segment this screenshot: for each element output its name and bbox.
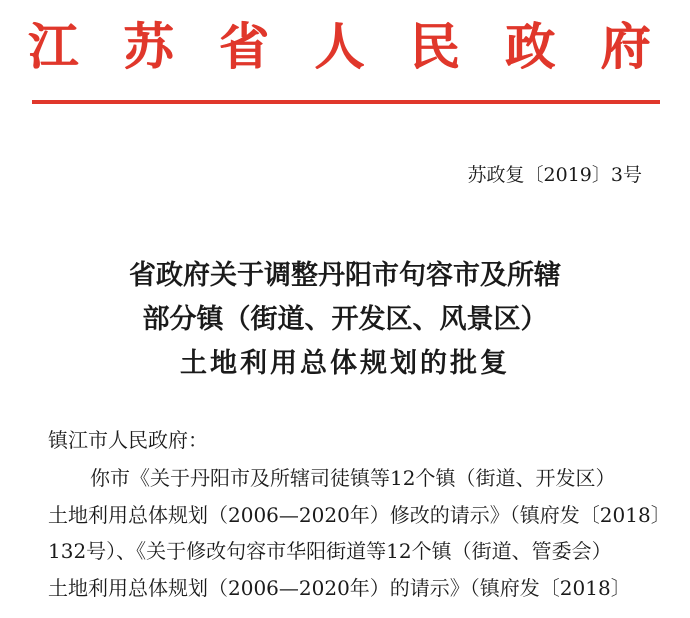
body-line-3: 132号）、《关于修改句容市华阳街道等12个镇（街道、管委会） [48, 539, 612, 563]
title-line-2: 部分镇（街道、开发区、风景区） [142, 304, 548, 335]
issuer-title: 江 苏 省 人 民 政 府 [28, 17, 665, 76]
body-line-2: 土地利用总体规划（2006—2020年）修改的请示》（镇府发〔2018〕 [48, 502, 671, 527]
document-number: 苏政复〔2019〕3号 [467, 164, 642, 186]
title-line-3: 土地利用总体规划的批复 [180, 348, 510, 379]
title-line-1: 省政府关于调整丹阳市句容市及所辖 [129, 260, 561, 291]
document-title [0, 254, 690, 386]
body-paragraph [48, 460, 671, 606]
red-header-rule [32, 100, 660, 104]
addressee: 镇江市人民政府： [48, 428, 208, 452]
body-line-4: 土地利用总体规划（2006—2020年）的请示》（镇府发〔2018〕 [48, 575, 631, 600]
body-line-1: 你市《关于丹阳市及所辖司徒镇等12个镇（街道、开发区） [90, 466, 616, 490]
